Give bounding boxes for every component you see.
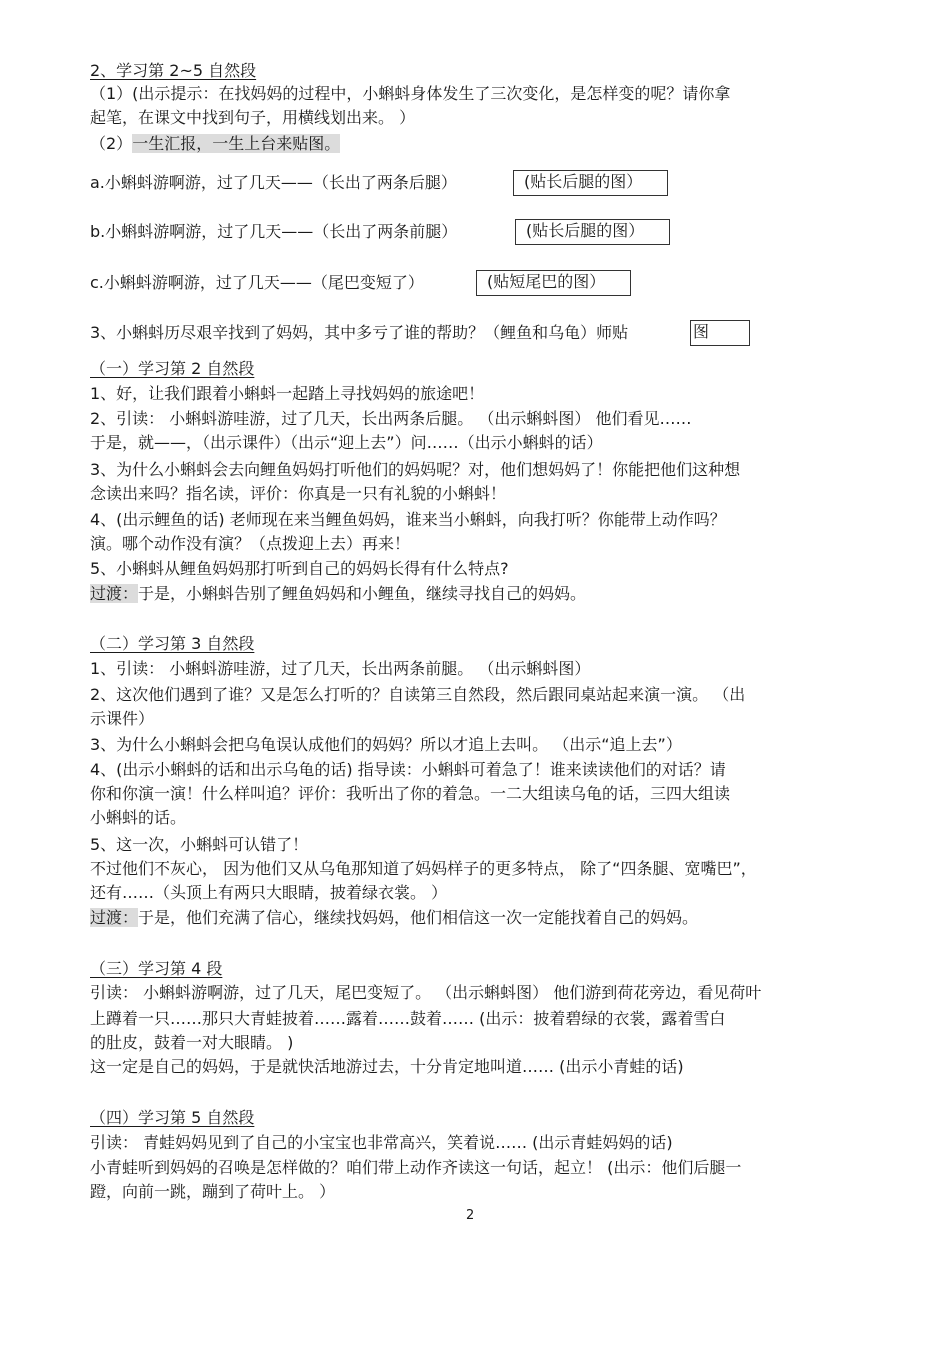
paragraph-line: 于是，就——，（出示课件）（出示“迎上去”）问……（出示小蝌蚪的话）: [90, 433, 603, 452]
transition-text: 于是，他们充满了信心，继续找妈妈，他们相信这一次一定能找着自己的妈妈。: [138, 908, 699, 927]
paragraph-line: 5、这一次，小蝌蚪可认错了！: [90, 835, 309, 854]
section-title: （一）学习第 2 自然段: [90, 359, 255, 378]
paragraph-line: 3、为什么小蝌蚪会把乌龟误认成他们的妈妈？所以才追上去叫。 （出示“追上去”）: [90, 735, 682, 754]
transition-line: [90, 907, 698, 929]
paragraph-line: 示课件）: [90, 709, 155, 728]
paragraph-line: 蹬，向前一跳，蹦到了荷叶上。 ）: [90, 1182, 336, 1201]
item-prefix: （2）: [90, 134, 133, 153]
section-title: （三）学习第 4 段: [90, 959, 223, 978]
highlighted-text: 过渡：: [90, 908, 139, 927]
paragraph-line: 2、这次他们遇到了谁？又是怎么打听的？自读第三自然段，然后跟同桌站起来演一演。 （出: [90, 685, 746, 704]
paragraph-line: 1、引读： 小蝌蚪游哇游，过了几天，长出两条前腿。 （出示蝌蚪图）: [90, 659, 591, 678]
transition-text: 于是，小蝌蚪告别了鲤鱼妈妈和小鲤鱼，继续寻找自己的妈妈。: [138, 584, 587, 603]
paragraph-line: 1、好，让我们跟着小蝌蚪一起踏上寻找妈妈的旅途吧！: [90, 384, 485, 403]
paragraph-line: 的肚皮，鼓着一对大眼睛。 ): [90, 1033, 294, 1052]
paragraph-line: 4、(出示小蝌蚪的话和出示乌龟的话) 指导读：小蝌蚪可着急了！谁来读读他们的对话？请: [90, 760, 726, 779]
paragraph-line: 你和你演一演！什么样叫追？评价：我听出了你的着急。一二大组读乌龟的话，三四大组读: [90, 784, 731, 803]
paragraph-line: 2、引读： 小蝌蚪游哇游，过了几天，长出两条后腿。 （出示蝌蚪图） 他们看见……: [90, 409, 692, 428]
picture-placeholder-box: (贴短尾巴的图）: [476, 270, 631, 296]
paragraph-line: 4、(出示鲤鱼的话) 老师现在来当鲤鱼妈妈，谁来当小蝌蚪，向我打听？你能带上动作吗？: [90, 510, 726, 529]
paragraph-line: （1）(出示提示：在找妈妈的过程中，小蝌蚪身体发生了三次变化，是怎样变的呢？请你拿: [90, 84, 731, 103]
paragraph-line: 不过他们不灰心， 因为他们又从乌龟那知道了妈妈样子的更多特点， 除了“四条腿、宽嘴巴”，: [90, 859, 757, 878]
paragraph-line: 念读出来吗？指名读，评价：你真是一只有礼貌的小蝌蚪！: [90, 484, 507, 503]
transition-line: [90, 583, 586, 605]
picture-placeholder-box: 图: [690, 320, 750, 346]
paragraph-line: 小蝌蚪的话。: [90, 808, 187, 827]
paragraph-line: 小青蛙听到妈妈的召唤是怎样做的？咱们带上动作齐读这一句话，起立！ (出示：他们后腿一: [90, 1158, 742, 1177]
picture-placeholder-box: (贴长后腿的图）: [513, 170, 668, 196]
page-number: 2: [466, 1208, 475, 1223]
paragraph-line: 还有……（头顶上有两只大眼睛，披着绿衣裳。 ）: [90, 883, 448, 902]
paragraph-line: 起笔，在课文中找到句子，用横线划出来。 ）: [90, 108, 416, 127]
paragraph-line: 5、小蝌蚪从鲤鱼妈妈那打听到自己的妈妈长得有什么特点?: [90, 559, 509, 578]
paragraph-line: 上蹲着一只……那只大青蛙披着……露着……鼓着…… (出示：披着碧绿的衣裳，露着雪白: [90, 1009, 726, 1028]
change-item-b: b.小蝌蚪游啊游，过了几天——（长出了两条前腿）: [90, 222, 458, 241]
paragraph-line: 引读： 青蛙妈妈见到了自己的小宝宝也非常高兴，笑着说…… (出示青蛙妈妈的话): [90, 1133, 673, 1152]
paragraph-line: 3、为什么小蝌蚪会去向鲤鱼妈妈打听他们的妈妈呢？对，他们想妈妈了！你能把他们这种想: [90, 460, 741, 479]
question-line: 3、小蝌蚪历尽艰辛找到了妈妈，其中多亏了谁的帮助？（鲤鱼和乌龟）师贴: [90, 323, 629, 342]
paragraph-line: [90, 133, 340, 155]
highlighted-text: 一生汇报，一生上台来贴图。: [132, 134, 341, 153]
paragraph-line: 演。哪个动作没有演？（点拨迎上去）再来！: [90, 534, 411, 553]
paragraph-line: 这一定是自己的妈妈，于是就快活地游过去，十分肯定地叫道…… (出示小青蛙的话): [90, 1057, 684, 1076]
highlighted-text: 过渡：: [90, 584, 139, 603]
change-item-c: c.小蝌蚪游啊游，过了几天——（尾巴变短了）: [90, 273, 424, 292]
section-title: 2、学习第 2~5 自然段: [90, 61, 257, 80]
change-item-a: a.小蝌蚪游啊游，过了几天——（长出了两条后腿）: [90, 173, 457, 192]
picture-placeholder-box: (贴长后腿的图）: [515, 219, 670, 245]
section-title: （二）学习第 3 自然段: [90, 634, 255, 653]
section-title: （四）学习第 5 自然段: [90, 1108, 255, 1127]
paragraph-line: 引读： 小蝌蚪游啊游，过了几天，尾巴变短了。 （出示蝌蚪图） 他们游到荷花旁边，看见荷叶: [90, 983, 762, 1002]
